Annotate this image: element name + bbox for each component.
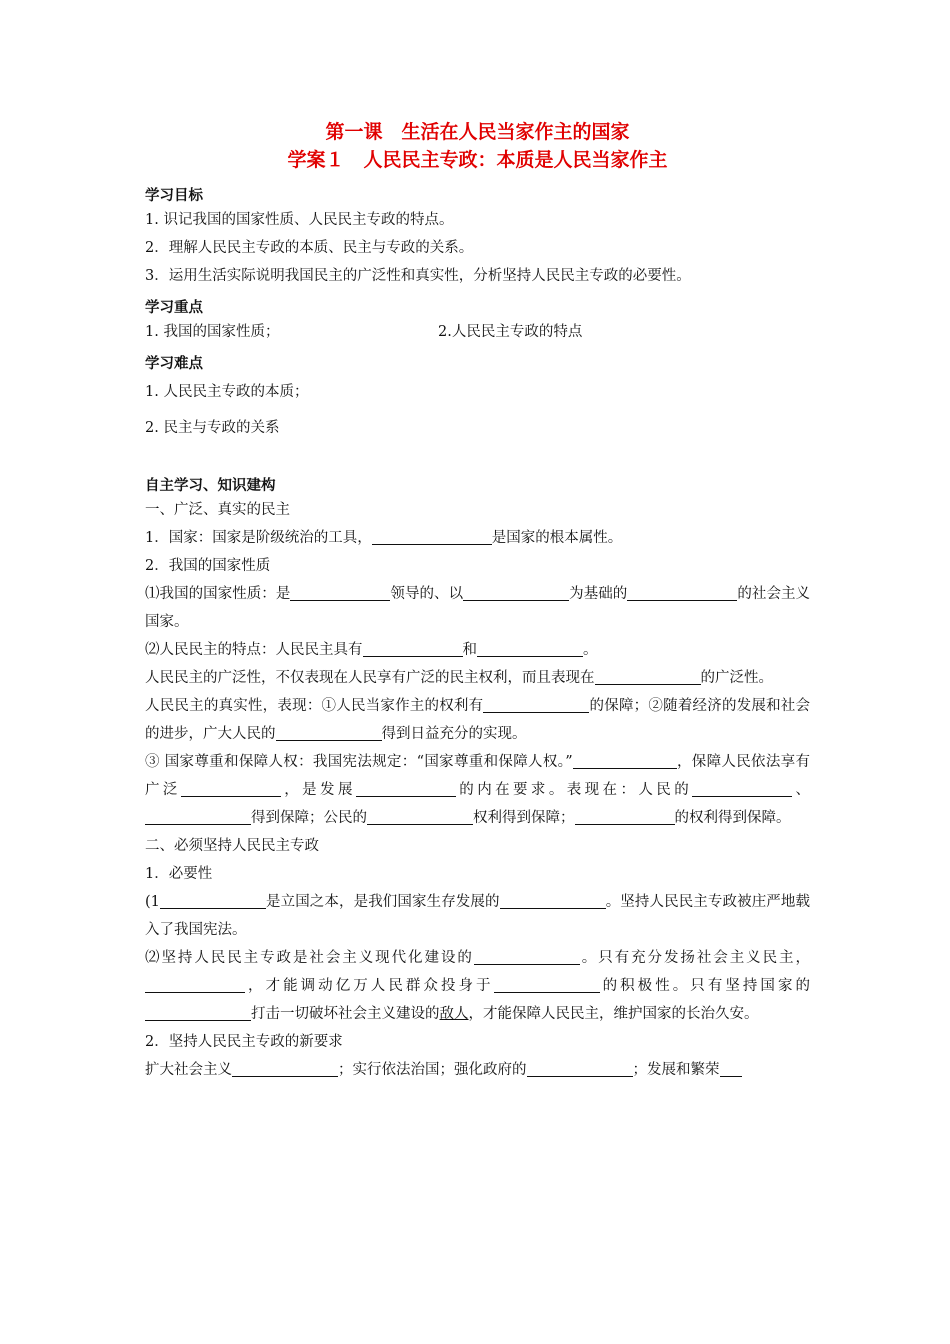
- goal-item: 1. 识记我国的国家性质、人民民主专政的特点。: [145, 212, 454, 228]
- goal-item: 2．理解人民民主专政的本质、民主与专政的关系。: [145, 240, 474, 256]
- fill-blank[interactable]: [145, 976, 245, 993]
- paragraph: (1 是立国之本，是我们国家生存发展的 。坚持人民民主专政被庄严地载入了我国宪法。: [145, 894, 811, 938]
- fill-blank[interactable]: [692, 780, 792, 797]
- paragraph: 人民民主的真实性，表现：①人民当家作主的权利有 的保障；②随着经济的发展和社会的进步，广大人民的 得到日益充分的实现。: [145, 698, 811, 742]
- paragraph: ⑵坚持人民民主专政是社会主义现代化建设的 。只有充分发扬社会主义民主，，才能调动亿万人民群众投身于 的积极性。只有坚持国家的打击一切破坏社会主义建设的敌人，才能保障人民民主，维护国家的长治久安。: [145, 950, 811, 1022]
- key-item: 1. 我国的国家性质；: [145, 324, 280, 340]
- lesson-subtitle: 学案１ 人民民主专政：本质是人民当家作主: [287, 149, 668, 171]
- fill-blank[interactable]: [181, 780, 281, 797]
- fill-blank[interactable]: [595, 668, 701, 685]
- fill-blank[interactable]: [363, 640, 463, 657]
- fill-blank[interactable]: [356, 780, 456, 797]
- fill-blank[interactable]: [372, 528, 492, 545]
- paragraph: 1．必要性: [145, 866, 213, 882]
- paragraph: ⑴我国的国家性质：是 领导的、以 为基础的 的社会主义国家。: [145, 586, 811, 630]
- fill-blank[interactable]: [160, 892, 266, 909]
- paragraph: 1．国家：国家是阶级统治的工具， 是国家的根本属性。: [145, 530, 623, 546]
- fill-blank[interactable]: [477, 640, 583, 657]
- document-page: [145, 118, 810, 1084]
- fill-blank[interactable]: [720, 1060, 742, 1077]
- fill-blank[interactable]: [573, 752, 677, 769]
- fill-blank[interactable]: [463, 584, 569, 601]
- fill-blank[interactable]: [500, 892, 606, 909]
- paragraph: 人民民主的广泛性，不仅表现在人民享有广泛的民主权利，而且表现在 的广泛性。: [145, 670, 773, 686]
- paragraph: 扩大社会主义 ；实行依法治国；强化政府的 ；发展和繁荣: [145, 1056, 810, 1084]
- key-heading: 学习重点: [145, 300, 203, 316]
- goal-item: 3．运用生活实际说明我国民主的广泛性和真实性，分析坚持人民民主专政的必要性。: [145, 268, 691, 284]
- paragraph: ⑵人民民主的特点：人民民主具有 和 。: [145, 642, 598, 658]
- fill-blank[interactable]: [527, 1060, 633, 1077]
- paragraph: ③ 国家尊重和保障人权：我国宪法规定：“国家尊重和保障人权。” ，保障人民依法享有广泛 ，是发展 的内在要求。表现在：人民的 、得到保障；公民的 权利得到保障； 的权利得到保障。: [145, 754, 811, 826]
- difficult-heading: 学习难点: [145, 356, 203, 372]
- key-items: [145, 318, 810, 346]
- fill-blank[interactable]: [367, 808, 473, 825]
- fill-blank[interactable]: [145, 1004, 251, 1021]
- difficult-item: 1. 人民民主专政的本质；: [145, 384, 309, 400]
- fill-blank[interactable]: [494, 976, 600, 993]
- key-item: 2.人民民主专政的特点: [438, 324, 583, 340]
- goals-heading: 学习目标: [145, 188, 203, 204]
- fill-blank[interactable]: [145, 808, 251, 825]
- paragraph: 2．坚持人民民主专政的新要求: [145, 1034, 343, 1050]
- fill-blank[interactable]: [483, 696, 589, 713]
- fill-blank[interactable]: [232, 1060, 338, 1077]
- section-heading: 二、必须坚持人民民主专政: [145, 838, 319, 854]
- fill-blank[interactable]: [290, 584, 390, 601]
- difficult-item: 2. 民主与专政的关系: [145, 420, 280, 436]
- self-study-heading: 自主学习、知识建构: [145, 478, 276, 494]
- lesson-title: 第一课 生活在人民当家作主的国家: [325, 121, 630, 143]
- section-heading: 一、广泛、真实的民主: [145, 502, 290, 518]
- fill-blank[interactable]: [276, 724, 382, 741]
- fill-blank[interactable]: [575, 808, 675, 825]
- fill-blank[interactable]: [627, 584, 737, 601]
- paragraph: 2．我国的国家性质: [145, 558, 271, 574]
- fill-blank[interactable]: [474, 948, 580, 965]
